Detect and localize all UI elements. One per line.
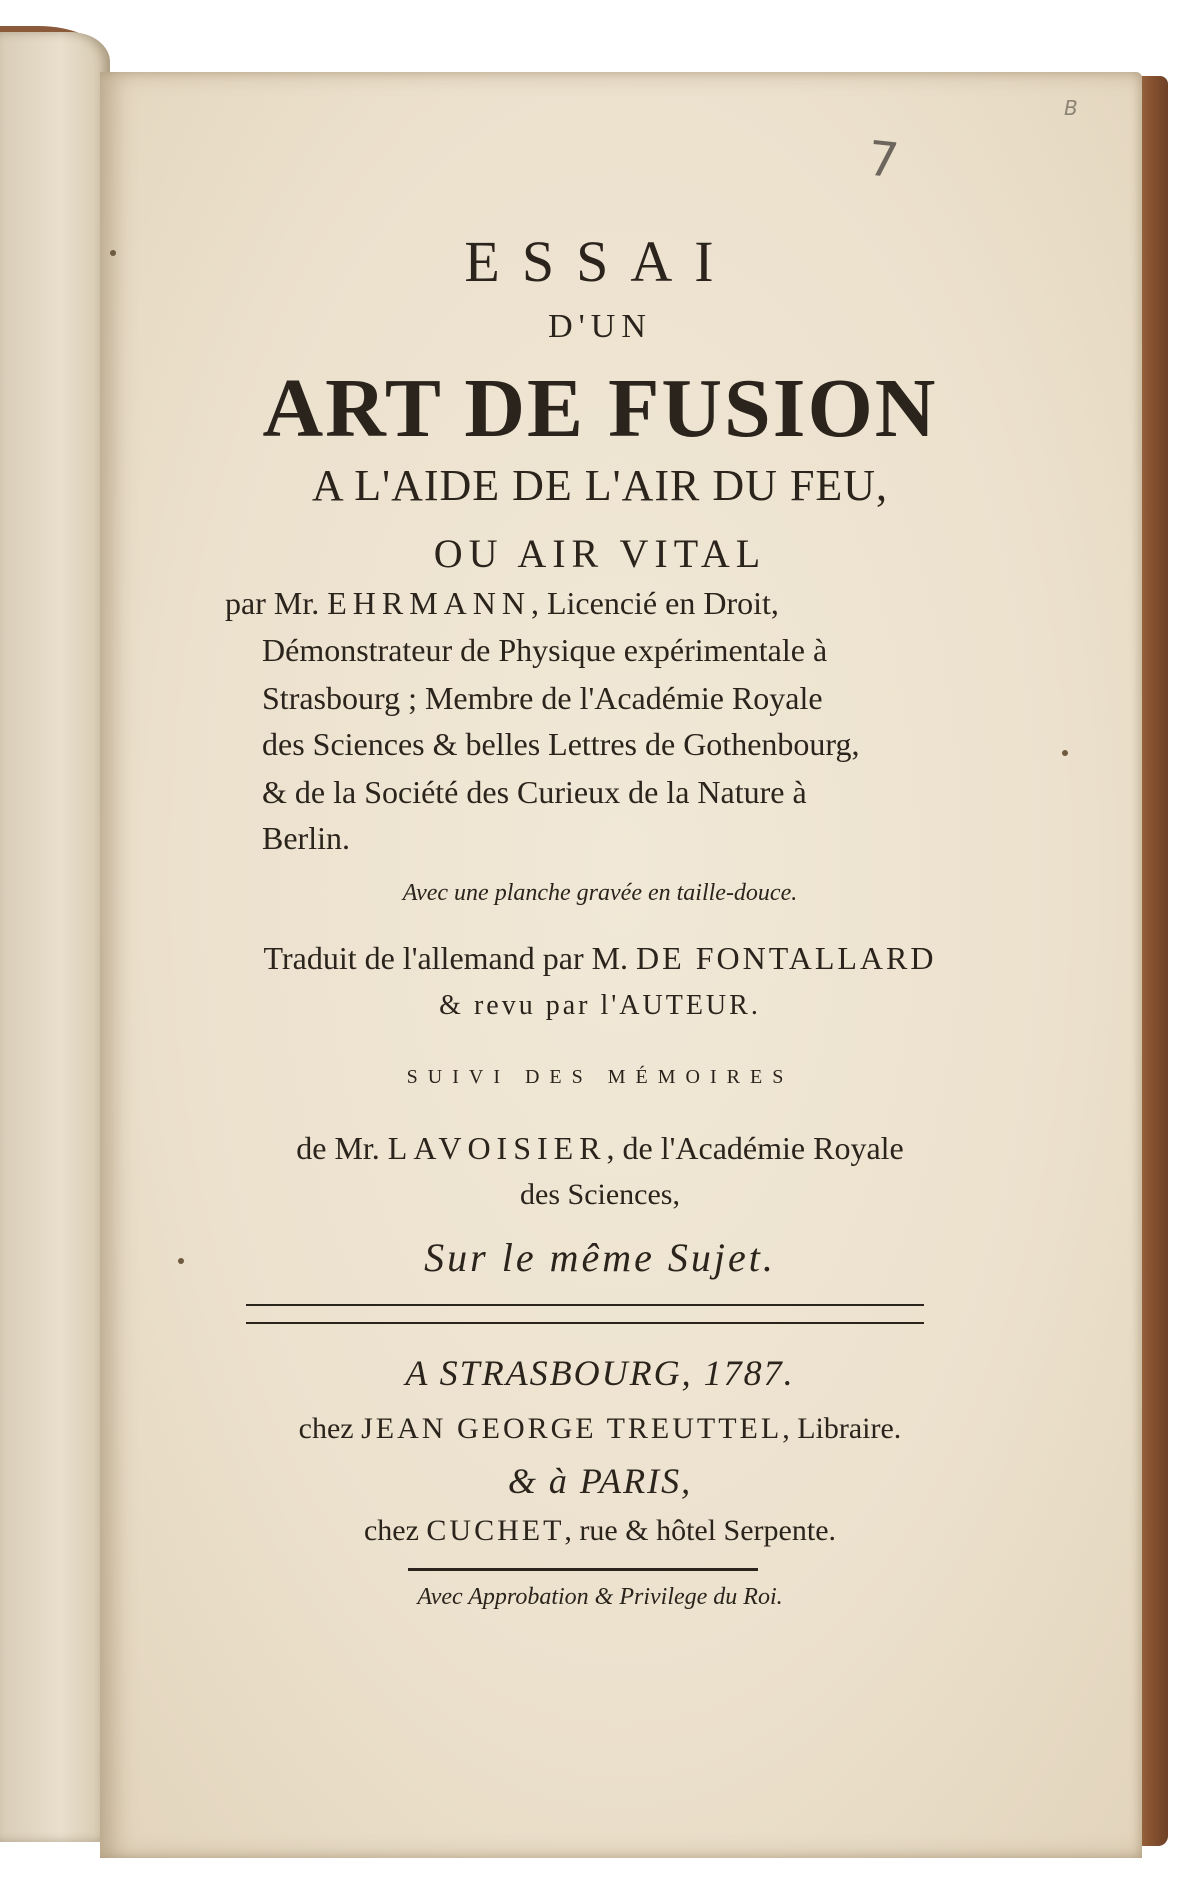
memoires-affiliation: , de l'Académie Royale — [606, 1130, 904, 1166]
imprint-seller — [220, 1514, 980, 1548]
author-line-2: Démonstrateur de Physique expérimentale à — [262, 632, 828, 668]
translation-prefix: Traduit de l'allemand par M. — [263, 940, 629, 976]
memoires-line-1 — [220, 1130, 980, 1167]
revision-prefix: & revu par l' — [439, 990, 620, 1021]
approbation-line: Avec Approbation & Privilege du Roi. — [417, 1584, 783, 1610]
planche-note: Avec une planche gravée en taille-douce. — [402, 880, 798, 906]
seller-name: CUCHET — [426, 1514, 565, 1547]
title-essai: ESSAI — [464, 229, 736, 294]
imprint-place-date: A STRASBOURG, 1787. — [405, 1353, 795, 1393]
double-rule-top — [246, 1304, 924, 1306]
imprint-chez-1: chez — [298, 1412, 354, 1445]
author-line-5: & de la Société des Curieux de la Nature à — [262, 774, 807, 810]
seller-address: , rue & hôtel Serpente. — [564, 1514, 837, 1547]
imprint-paris: & à PARIS, — [507, 1461, 693, 1501]
foxing-spot — [110, 250, 116, 256]
foxing-spot — [178, 1258, 184, 1264]
printer-role: , Libraire. — [782, 1412, 902, 1445]
title-dun: D'UN — [548, 308, 652, 345]
imprint-rule — [408, 1568, 758, 1571]
foxing-spot — [1062, 750, 1068, 756]
translator-name: DE FONTALLARD — [636, 940, 937, 976]
title-air-vital: OU AIR VITAL — [433, 531, 767, 576]
memoires-prefix: de Mr. — [296, 1130, 380, 1166]
author-credentials: , Licencié en Droit, — [530, 585, 779, 621]
pencil-mark: 7 — [865, 130, 902, 190]
author-name: EHRMANN — [327, 585, 531, 621]
double-rule-bottom — [246, 1322, 924, 1324]
author-line-3: Strasbourg ; Membre de l'Académie Royale — [262, 680, 823, 716]
author-par: par Mr. — [225, 585, 320, 621]
corner-mark: B — [1064, 96, 1078, 120]
title-art-de-fusion: ART DE FUSION — [262, 362, 938, 455]
author-line-4: des Sciences & belles Lettres de Gothenbourg, — [262, 726, 860, 762]
translation-line-2 — [220, 990, 980, 1022]
imprint-printer — [220, 1412, 980, 1446]
author-line-1 — [225, 585, 985, 622]
imprint-chez-2: chez — [363, 1514, 419, 1547]
facing-page — [0, 32, 110, 1842]
memoires-line-2: des Sciences, — [520, 1178, 680, 1211]
author-line-6: Berlin. — [262, 820, 350, 856]
memoires-author: LAVOISIER — [387, 1130, 607, 1166]
title-subtitle: A L'AIDE DE L'AIR DU FEU, — [311, 461, 889, 510]
sujet-line: Sur le même Sujet. — [424, 1235, 776, 1280]
translation-line-1 — [220, 940, 980, 977]
revision-author: AUTEUR. — [619, 990, 761, 1021]
printer-name: JEAN GEORGE TREUTTEL — [361, 1412, 783, 1445]
suivi-heading: SUIVI DES MÉMOIRES — [406, 1066, 794, 1088]
